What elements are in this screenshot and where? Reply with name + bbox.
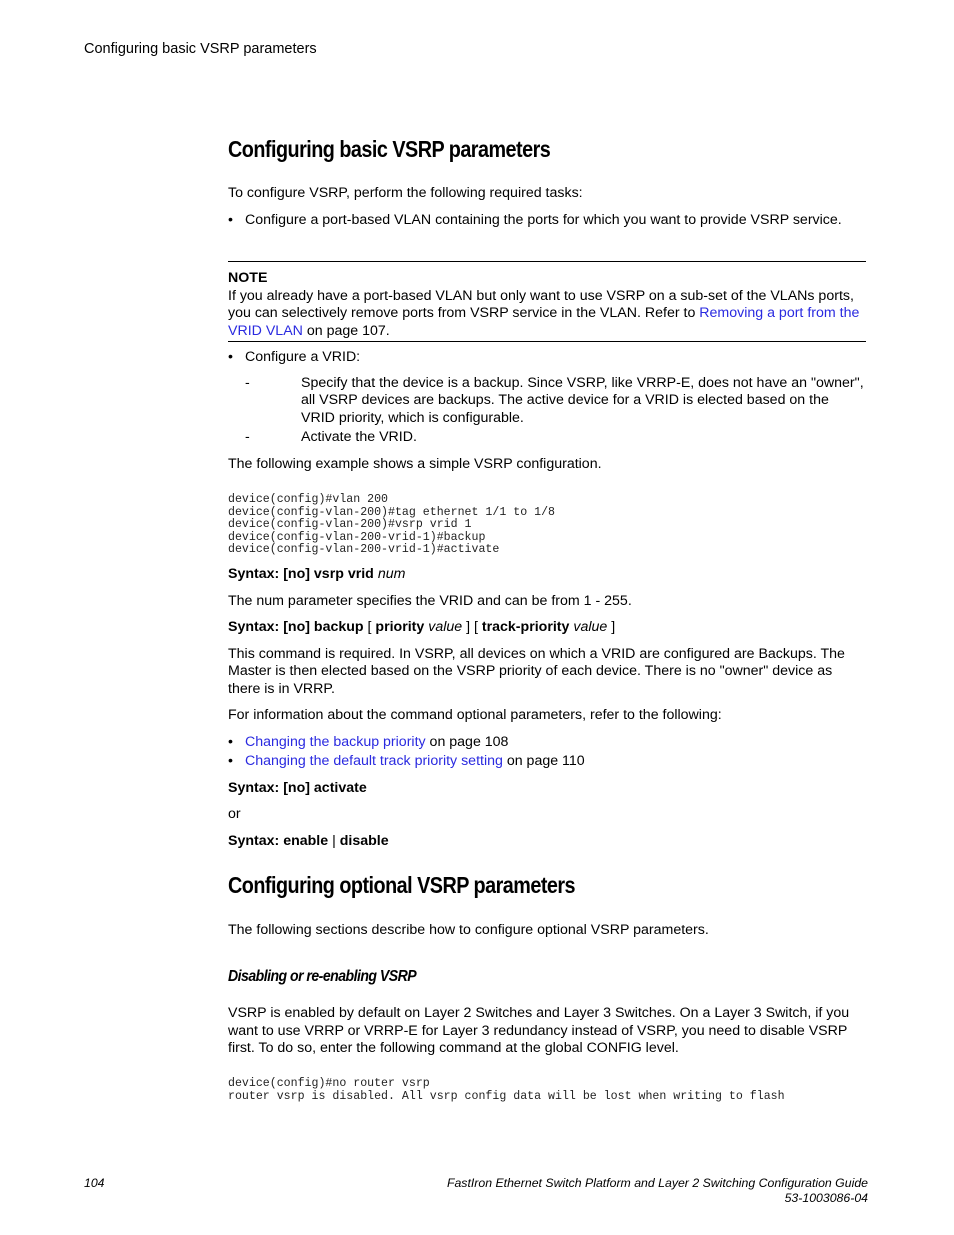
subsection-title: [228, 968, 866, 986]
note-box: [228, 261, 866, 342]
section2-intro: The following sections describe how to configure optional VSRP parameters.: [228, 922, 709, 938]
sub-list-item: [228, 375, 866, 428]
bullet-icon: •: [228, 211, 233, 228]
syntax-param: value: [428, 619, 463, 635]
syntax-line: [228, 833, 866, 851]
bullet-text: Configure a port-based VLAN containing the ports for which you want to provide VSRP service.: [245, 211, 842, 228]
bullet-text: Configure a VRID:: [245, 349, 361, 365]
syntax-keyword: priority: [375, 619, 425, 635]
syntax-command: Syntax: enable: [228, 832, 329, 849]
syntax-command: Syntax: [no] backup: [228, 619, 364, 635]
syntax-bracket: [: [363, 619, 376, 635]
syntax-separator: |: [328, 832, 340, 849]
syntax-keyword: disable: [339, 832, 389, 849]
param-description: The num parameter specifies the VRID and can be from 1 - 255.: [228, 592, 632, 609]
doc-number: 53-1003086-04: [784, 1191, 868, 1205]
example-intro: The following example shows a simple VSRP configuration.: [228, 455, 602, 472]
list-item: [228, 753, 866, 771]
running-header: Configuring basic VSRP parameters: [84, 41, 317, 57]
paragraph: For information about the command optional parameters, refer to the following:: [228, 707, 722, 723]
syntax-section: [228, 566, 866, 850]
bullet-icon: •: [228, 349, 233, 365]
link-suffix: on page 110: [502, 753, 585, 769]
syntax-command: Syntax: [no] vsrp vrid: [228, 566, 374, 582]
section-heading: Configuring optional VSRP parameters: [228, 872, 576, 898]
syntax-bracket: ] [: [462, 619, 482, 635]
syntax-line: [228, 566, 866, 584]
sub-item-text: Activate the VRID.: [301, 429, 417, 445]
note-text: [228, 288, 866, 341]
note-label: NOTE: [228, 270, 268, 286]
dash-icon: -: [245, 374, 250, 391]
list-item: [228, 212, 866, 230]
syntax-line: [228, 619, 866, 637]
list-item: [228, 349, 866, 367]
note-link[interactable]: Removing a port from the VRID VLAN: [228, 305, 860, 339]
bullet-icon: •: [228, 753, 233, 769]
link-suffix: on page 108: [425, 733, 509, 750]
sub-item-text: Specify that the device is a backup. Since VSRP, like VRRP-E, does not have an "owner", all VSRP devices are backups. The active device for a VRID is elected based on the VRID priority, which is configurable.: [301, 374, 864, 426]
intro-text: To configure VSRP, perform the following required tasks:: [228, 185, 583, 201]
paragraph: This command is required. In VSRP, all devices on which a VRID are configured are Backups. The Master is then elected based on the VSRP priority of each device. There is no "owner" device as there is in VRRP.: [228, 645, 845, 697]
backup-priority-link[interactable]: Changing the backup priority: [245, 733, 426, 750]
section-title-optional: [228, 872, 866, 898]
code-block: device(config)#vlan 200 device(config-vlan-200)#tag ethernet 1/1 to 1/8 device(config-vlan-200)#vsrp vrid 1 device(config-vlan-200-vrid-1)#backup device(config-vlan-200-vrid-1)#activate: [228, 493, 555, 557]
track-priority-link[interactable]: Changing the default track priority setting: [245, 753, 503, 769]
syntax-param: num: [377, 566, 406, 582]
subsection-heading: Disabling or re-enabling VSRP: [228, 968, 417, 985]
or-text: or: [228, 806, 241, 822]
page-number: 104: [84, 1176, 105, 1190]
code-block: device(config)#no router vsrp router vsrp is disabled. All vsrp config data will be lost when writing to flash: [228, 1077, 785, 1103]
sub-list-item: [228, 429, 866, 447]
section1-body: [228, 185, 866, 229]
subsection-text: VSRP is enabled by default on Layer 2 Switches and Layer 3 Switches. On a Layer 3 Switch, if you want to use VRRP or VRRP-E for Layer 3 redundancy instead of VSRP, you need to disable VSRP first. To do so, enter the following command at the global CONFIG level.: [228, 1005, 850, 1056]
syntax-line: [228, 780, 866, 798]
syntax-keyword: track-priority: [481, 619, 570, 635]
section-heading: Configuring basic VSRP parameters: [228, 136, 551, 162]
footer-info: [447, 1176, 868, 1206]
note-text-before: If you already have a port-based VLAN but only want to use VSRP on a sub-set of the VLANs ports, you can selectively remove ports from VSRP service in the VLAN. Refer to: [228, 287, 854, 321]
syntax-bracket: ]: [607, 619, 616, 635]
bullet-icon: •: [228, 733, 233, 750]
dash-icon: -: [245, 429, 250, 445]
syntax-param: value: [573, 619, 608, 635]
syntax-command: Syntax: [no] activate: [228, 779, 367, 796]
list-item: [228, 734, 866, 752]
vrid-list: [228, 349, 866, 473]
section-title-basic: [228, 136, 866, 162]
note-text-after: on page 107.: [302, 322, 390, 339]
guide-title: FastIron Ethernet Switch Platform and Layer 2 Switching Configuration Guide: [446, 1176, 868, 1190]
